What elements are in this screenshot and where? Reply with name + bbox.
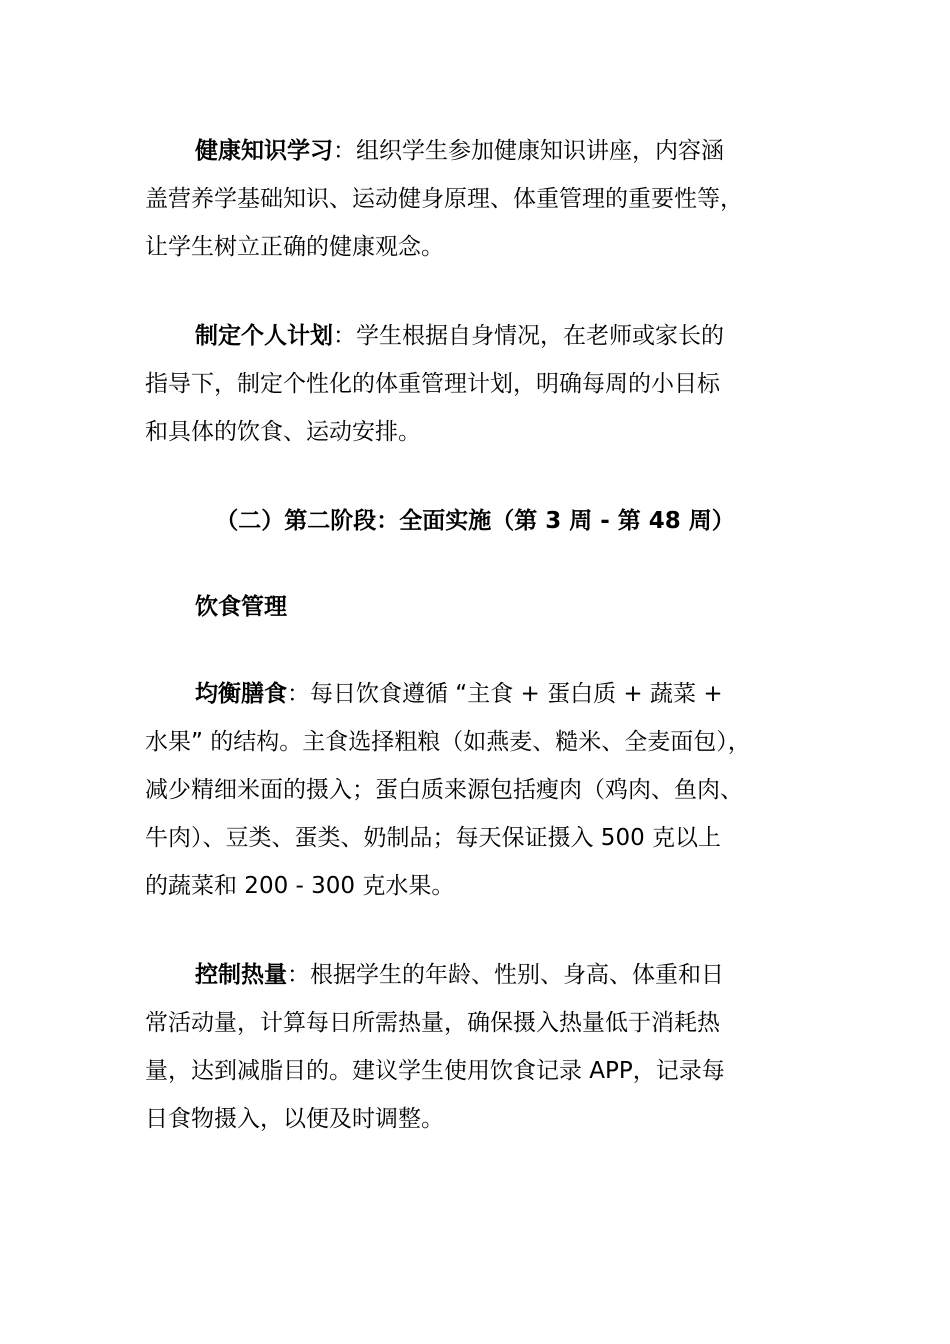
paragraph-line: 牛肉）、豆类、蛋类、奶制品；每天保证摄入 500 克以上 [145,825,722,851]
paragraph-line: 常活动量，计算每日所需热量，确保摄入热量低于消耗热 [145,1010,720,1036]
paragraph-lead-term: 控制热量 [195,962,287,988]
paragraph-line [145,127,805,175]
paragraph-balanced-diet [145,670,805,910]
subsection-heading-text: 饮食管理 [195,594,287,620]
paragraph-calorie-control [145,951,805,1143]
paragraph-line: 盖营养学基础知识、运动健身原理、体重管理的重要性等， [145,186,743,212]
paragraph-line [145,670,805,718]
paragraph-line: 的蔬菜和 200 - 300 克水果。 [145,873,455,899]
paragraph-line: 日食物摄入，以便及时调整。 [145,1106,444,1132]
paragraph-personal-plan [145,312,805,456]
paragraph-line [145,951,805,999]
paragraph-line: 指导下，制定个性化的体重管理计划，明确每周的小目标 [145,371,720,397]
paragraph-line: 量，达到减脂目的。建议学生使用饮食记录 APP，记录每 [145,1058,725,1084]
paragraph-line [145,312,805,360]
paragraph-lead-term: 健康知识学习 [195,138,333,164]
paragraph-text: 学生根据自身情况，在老师或家长的 [356,323,724,349]
subsection-heading-diet [145,583,805,631]
paragraph-health-knowledge [145,127,805,271]
lead-separator: ： [287,962,310,988]
paragraph-line: 和具体的饮食、运动安排。 [145,419,421,445]
paragraph-line: 水果” 的结构。主食选择粗粮（如燕麦、糙米、全麦面包）， [145,729,751,755]
paragraph-text: 组织学生参加健康知识讲座，内容涵 [356,138,724,164]
lead-separator: ： [287,681,310,707]
paragraph-lead-term: 均衡膳食 [195,681,287,707]
paragraph-text: 每日饮食遵循 “主食 + 蛋白质 + 蔬菜 + [310,681,723,707]
lead-separator: ： [333,138,356,164]
paragraph-lead-term: 制定个人计划 [195,323,333,349]
paragraph-line: 减少精细米面的摄入；蛋白质来源包括瘦肉（鸡肉、鱼肉、 [145,777,743,803]
section-heading-phase-two: （二）第二阶段：全面实施（第 3 周 - 第 48 周） [215,508,735,534]
paragraph-line: 让学生树立正确的健康观念。 [145,234,444,260]
lead-separator: ： [333,323,356,349]
paragraph-text: 根据学生的年龄、性别、身高、体重和日 [310,962,724,988]
